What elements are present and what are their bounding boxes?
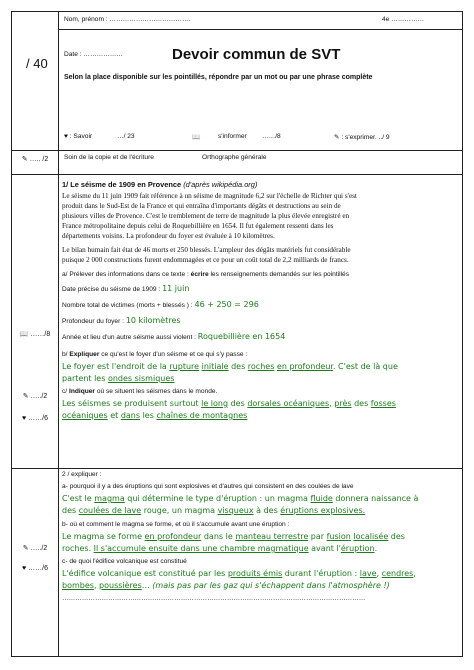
pencil-icon: ✎: [334, 134, 340, 141]
answer-2b-text: Le magma se forme: [62, 532, 145, 541]
question-b: [62, 351, 458, 358]
answer-2a-line2: [62, 506, 458, 515]
answer-2c-keyword: poussières: [99, 581, 142, 590]
answer-b-line2: [62, 374, 458, 383]
pencil-icon: ✎: [21, 156, 28, 163]
heart-icon: ♥: [22, 565, 27, 572]
qa-date: [62, 284, 458, 293]
answer-c-text: des: [351, 399, 371, 408]
para1-line: départements voisins. La profondeur du foyer est évaluée à 10 kilomètres.: [62, 232, 275, 240]
para1-line: Le séisme du 11 juin 1909 fait référence à un séisme de magnitude 6,2 sur l'échelle de Richter qui s'est: [62, 192, 357, 200]
page-title: Devoir commun de SVT: [172, 46, 341, 63]
answer-b-text: Le foyer est l'endroit de la: [62, 362, 170, 371]
answer-b-keyword: en profondeur: [276, 362, 333, 371]
answer-2c-keyword: produits émis: [227, 569, 283, 578]
qa-other-answer: Roquebillière en 1654: [197, 332, 286, 341]
qa-other-question: Année et lieu d'un autre séisme aussi violent :: [62, 334, 196, 341]
para1-line: France métropolitaine depuis celui de Roquebillière en 1654. Il fut également ressenti dans les: [62, 222, 334, 230]
answer-2a-keyword: coulées de lave: [78, 506, 142, 515]
answer-b-text: des: [228, 362, 248, 371]
answer-2c-line2: [62, 581, 458, 590]
answer-b-line1: [62, 362, 458, 371]
answer-2a-text: à des: [253, 506, 281, 515]
answer-2c-dotted: …………………………………………………………………………………………………………………………: [62, 595, 366, 602]
answer-2a-text: des: [62, 506, 79, 515]
answer-2c-note: (mais pas par les gaz qui s'échappent dans l'atmosphère !): [149, 581, 390, 590]
answer-2b-text: avant l': [308, 544, 341, 553]
answer-b-keyword: roches: [247, 362, 275, 371]
answer-2b-keyword: fusion: [326, 532, 351, 541]
mark-express-2: [12, 544, 58, 552]
book-icon: 📖: [192, 134, 201, 141]
answer-2c-text: durant l'éruption :: [282, 569, 360, 578]
mark-know-1-value: ……/6: [28, 415, 48, 422]
answer-2a-keyword: fluide: [310, 494, 333, 503]
qa-depth-question: Profondeur du foyer :: [62, 318, 124, 325]
skill-savoir-score: …/ 23: [117, 133, 135, 140]
answer-c-keyword: le long: [201, 399, 229, 408]
skill-savoir: [64, 133, 92, 140]
answer-c-text: Les séismes se produisent surtout: [62, 399, 202, 408]
answer-2b-keyword: Il s'accumule ensuite dans une: [93, 544, 220, 553]
mark-informer-value: ……/8: [30, 331, 51, 338]
answer-2b-line2: [62, 544, 458, 553]
spelling-label: Orthographe générale: [202, 154, 267, 161]
answer-2c-text: L'édifice volcanique est constitué par les: [62, 569, 228, 578]
skill-informer-label: s'informer: [218, 133, 247, 140]
answer-c-line2: [62, 411, 458, 420]
header-rule: [58, 29, 462, 30]
care-label: Soin de la copie et de l'écriture: [64, 154, 154, 161]
mark-informer: [12, 330, 58, 338]
name-field-label: Nom, prénom : ……………………………….: [64, 16, 191, 23]
answer-2b-keyword: manteau terrestre: [235, 532, 309, 541]
answer-2b-keyword: chambre magmatique: [219, 544, 309, 553]
qa-victims-question: Nombre total de victimes (morts + blessés ) :: [62, 302, 193, 309]
answer-2c-keyword: lave: [359, 569, 377, 578]
total-score: / 40: [26, 56, 48, 71]
instruction: Selon la place disponible sur les pointillés, répondre par un mot ou par une phrase complète: [64, 74, 373, 81]
answer-c-line1: [62, 399, 458, 408]
section-2-title: 2 / expliquer :: [62, 471, 102, 478]
answer-b-text: . C'est de là que: [332, 362, 398, 371]
answer-2b-text: dans le: [201, 532, 236, 541]
section-divider: [12, 468, 462, 469]
para2-line: Le bilan humain fait état de 46 morts et 250 blessés. L'ampleur des dégâts matériels fut considérable: [62, 246, 351, 254]
section-1-heading: [62, 180, 458, 189]
answer-2b-text: .: [374, 544, 378, 553]
answer-2c-line1: [62, 569, 458, 578]
question-a-rest: les renseignements demandés sur les pointillés: [210, 271, 350, 278]
mark-know-2-value: ……/6: [28, 565, 48, 572]
answer-2c-text: …: [141, 581, 150, 590]
pencil-icon: ✎: [22, 393, 29, 400]
answer-b-keyword: rupture: [169, 362, 200, 371]
answer-2b-text: par: [308, 532, 327, 541]
question-c-rest: où se situent les séismes dans le monde.: [96, 388, 218, 395]
answer-b-text: partent les: [62, 374, 108, 383]
question-a: [62, 271, 458, 278]
para1-line: plusieurs villes de Provence. C'est le tremblement de terre de magnitude la plus élevée enregistré en: [62, 212, 350, 220]
skill-exprimer: [334, 133, 390, 141]
care-bottom-rule: [12, 174, 462, 175]
answer-b-keyword: initiale: [201, 362, 229, 371]
answer-2c-text: ,: [413, 569, 416, 578]
text-para-1: [62, 191, 458, 241]
answer-c-keyword: dans: [120, 411, 141, 420]
mark-know-2: [12, 565, 58, 572]
answer-2b-text: roches.: [62, 544, 94, 553]
section-1-title: 1/ Le séisme de 1909 en Provence: [62, 180, 182, 189]
answer-2b-text: des: [388, 532, 405, 541]
answer-2a-text: rouge, un magma: [141, 506, 218, 515]
answer-c-text: et: [107, 411, 121, 420]
para2-line: puisque 2 000 constructions furent endommagées et ce pour un coût total de 2,2 milliards de francs.: [62, 256, 349, 264]
question-2a: a- pourquoi il y a des éruptions qui sont explosives et d'autres qui consistent en des coulées de lave: [62, 483, 354, 490]
question-c-verb: Indiquer: [68, 388, 95, 395]
answer-c-keyword: chaînes de montagnes: [156, 411, 248, 420]
care-mark: [12, 155, 58, 163]
qa-date-question: Date précise du séisme de 1909 :: [62, 286, 161, 293]
qa-depth-answer: 10 kilomètres: [125, 316, 181, 325]
exam-sheet: [11, 11, 463, 657]
answer-c-keyword: dorsales océaniques: [247, 399, 330, 408]
answer-c-keyword: fosses: [370, 399, 396, 408]
answer-2b-keyword: localisée: [353, 532, 389, 541]
answer-c-text: des: [228, 399, 248, 408]
question-b-verb: Expliquer: [69, 351, 100, 358]
book-icon: 📖: [19, 331, 29, 338]
para1-line: produit dans le Sud-Est de la France et qui entraîna d'importants dégâts et destructions au sein de: [62, 202, 341, 210]
class-field-label: 4e ……………: [382, 16, 425, 23]
section-2: [62, 471, 458, 602]
answer-2b-line1: [62, 532, 458, 541]
header-bottom-rule: [12, 150, 462, 151]
question-b-rest: ce qu'est le foyer d'un séisme et ce qui s'y passe :: [101, 351, 248, 358]
answer-2a-text: qui détermine le type d'éruption : un magma: [124, 494, 311, 503]
skill-exprimer-label: : s'exprimer. ../ 9: [341, 134, 390, 141]
question-b-label: b/: [62, 351, 68, 358]
qa-depth: [62, 316, 458, 325]
question-a-verb: écrire: [190, 271, 209, 278]
margin-divider: [58, 12, 59, 656]
answer-c-keyword: près: [334, 399, 352, 408]
answer-b-keyword: ondes sismiques: [107, 374, 175, 383]
question-c-label: c/: [62, 388, 68, 395]
answer-2a-text: donnera naissance à: [332, 494, 419, 503]
heart-icon: ♥: [22, 415, 27, 422]
answer-2a-keyword: éruptions explosives.: [280, 506, 366, 515]
mark-express-1-value: …../2: [30, 393, 48, 400]
section-1-source: (d'après wikipédia.org): [183, 180, 258, 189]
question-c: [62, 388, 458, 395]
answer-c-text: ,: [329, 399, 335, 408]
date-field-label: Date : ………………: [64, 51, 123, 58]
mark-express-1: [12, 392, 58, 400]
care-mark-value: ….. /2: [29, 156, 49, 163]
skill-informer-score: ……/8: [262, 133, 281, 140]
qa-date-answer: 11 juin: [162, 284, 190, 293]
answer-2c-keyword: bombes: [62, 581, 94, 590]
answer-2c-text: ,: [376, 569, 382, 578]
mark-know-1: [12, 415, 58, 422]
question-a-text: a/ Prélever des informations dans ce texte :: [62, 271, 189, 278]
section-1: [62, 180, 458, 420]
answer-2a-keyword: visqueux: [217, 506, 254, 515]
qa-victims: [62, 300, 458, 309]
skill-savoir-label: : Savoir: [69, 133, 93, 140]
text-para-2: [62, 245, 458, 265]
qa-victims-answer: 46 + 250 = 296: [194, 300, 259, 309]
pencil-icon: ✎: [22, 545, 29, 552]
qa-other: [62, 332, 458, 341]
answer-c-text: les: [140, 411, 157, 420]
answer-2a-text: C'est le: [62, 494, 95, 503]
answer-2c-keyword: cendres: [381, 569, 414, 578]
mark-express-2-value: …../2: [30, 545, 48, 552]
answer-2a-keyword: magma: [94, 494, 125, 503]
answer-2c-text: ,: [93, 581, 100, 590]
answer-c-keyword: océaniques: [62, 411, 108, 420]
answer-2b-keyword: en profondeur: [144, 532, 202, 541]
question-2c: c- de quoi l'édifice volcanique est constitué: [62, 558, 187, 565]
answer-2a-line1: [62, 494, 458, 503]
skill-informer: [192, 133, 200, 141]
question-2b: b- où et comment le magma se forme, et où il s'accumule avant une éruption :: [62, 521, 290, 528]
heart-icon: ♥: [64, 133, 68, 140]
answer-2b-keyword: éruption: [340, 544, 375, 553]
